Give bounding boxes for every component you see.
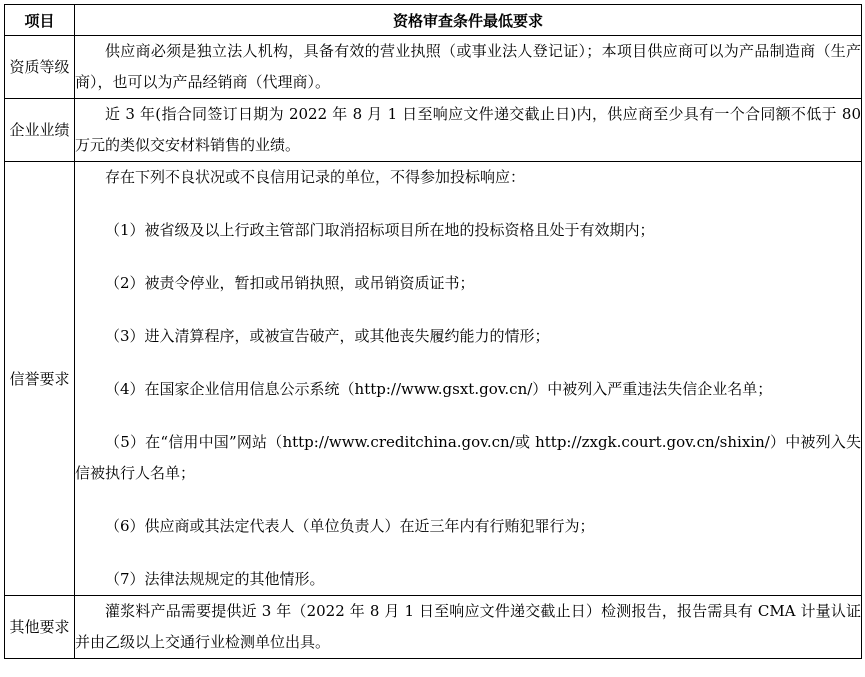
table-row [5,36,862,99]
paragraph: 供应商必须是独立法人机构，具备有效的营业执照（或事业法人登记证）；本项目供应商可以为产品制造商（生产商），也可以为产品经销商（代理商）。 [75,42,861,91]
paragraph: （3）进入清算程序，或被宣告破产，或其他丧失履约能力的情形； [105,327,550,345]
paragraph: （1）被省级及以上行政主管部门取消招标项目所在地的投标资格且处于有效期内； [105,221,655,239]
requirements-table [4,4,862,659]
row-item-qualification: 资质等级 [5,36,75,99]
paragraph: （5）在“信用中国”网站（http://www.creditchina.gov.cn/或 http://zxgk.court.gov.cn/shixin/）中被列入失信被执行人名单； [75,433,861,482]
row-content-other [75,596,862,659]
table-row [5,162,862,596]
row-content-credit [75,162,862,596]
paragraph: 灌浆料产品需要提供近 3 年（2022 年 8 月 1 日至响应文件递交截止日）检测报告，报告需具有 CMA 计量认证并由乙级以上交通行业检测单位出具。 [75,602,861,651]
row-item-other: 其他要求 [5,596,75,659]
table-row [5,596,862,659]
paragraph: （4）在国家企业信用信息公示系统（http://www.gsxt.gov.cn/）中被列入严重违法失信企业名单； [105,380,773,398]
table-header-row [5,5,862,36]
row-content-performance [75,99,862,162]
paragraph: （7）法律法规规定的其他情形。 [105,570,325,588]
table-row [5,99,862,162]
paragraph: （6）供应商或其法定代表人（单位负责人）在近三年内有行贿犯罪行为； [105,517,595,535]
paragraph: 存在下列不良状况或不良信用记录的单位，不得参加投标响应： [105,168,526,186]
paragraph: （2）被责令停业，暂扣或吊销执照，或吊销资质证书； [105,274,475,292]
paragraph: 近 3 年(指合同签订日期为 2022 年 8 月 1 日至响应文件递交截止日)内，供应商至少具有一个合同额不低于 80 万元的类似交安材料销售的业绩。 [75,105,861,154]
row-item-credit: 信誉要求 [5,162,75,596]
header-requirement: 资格审查条件最低要求 [75,5,862,36]
row-item-performance: 企业业绩 [5,99,75,162]
row-content-qualification [75,36,862,99]
header-item: 项目 [5,5,75,36]
